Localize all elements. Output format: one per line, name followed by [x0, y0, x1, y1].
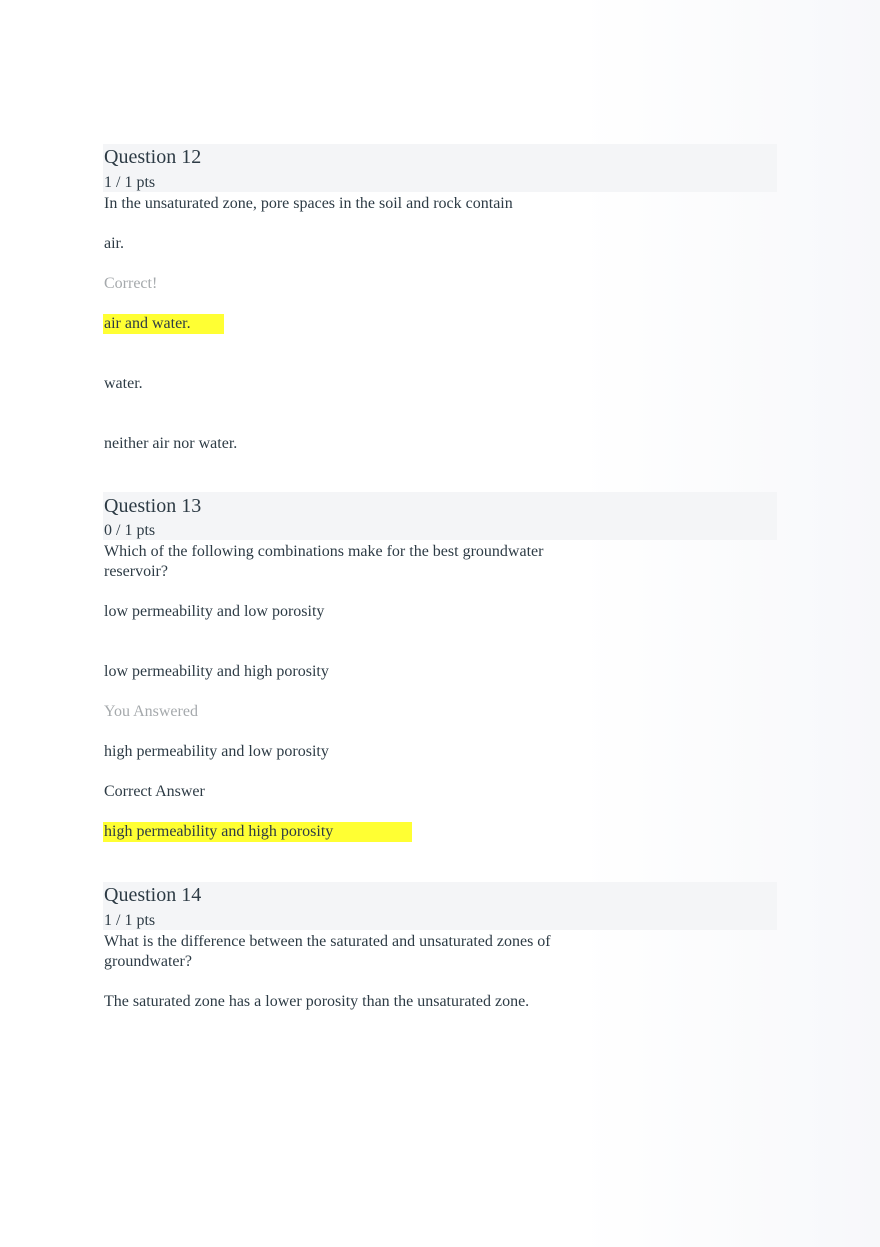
question-points: 0 / 1 pts [104, 522, 156, 539]
answer-option-correct: high permeability and high porosity [104, 823, 334, 840]
question-prompt-continued: reservoir? [104, 563, 168, 580]
question-prompt: What is the difference between the saturated and unsaturated zones of [104, 933, 551, 950]
question-points: 1 / 1 pts [104, 174, 156, 191]
answer-option: low permeability and high porosity [104, 663, 329, 680]
correct-marker: Correct! [104, 275, 158, 292]
question-title: Question 14 [104, 884, 202, 906]
answer-option: neither air nor water. [104, 435, 238, 452]
you-answered-marker: You Answered [104, 703, 198, 720]
question-title: Question 13 [104, 495, 202, 517]
question-title: Question 12 [104, 146, 202, 168]
correct-answer-label: Correct Answer [104, 783, 205, 800]
answer-option: air. [104, 235, 124, 252]
question-prompt: Which of the following combinations make for the best groundwater [104, 543, 544, 560]
answer-option: low permeability and low porosity [104, 603, 325, 620]
question-header [103, 144, 777, 192]
question-header [103, 492, 777, 540]
question-points: 1 / 1 pts [104, 912, 156, 929]
answer-option-correct: air and water. [104, 315, 191, 332]
question-prompt-continued: groundwater? [104, 953, 192, 970]
answer-option: The saturated zone has a lower porosity than the unsaturated zone. [104, 993, 530, 1010]
question-prompt: In the unsaturated zone, pore spaces in the soil and rock contain [104, 195, 513, 212]
question-header [103, 882, 777, 930]
answer-option-selected: high permeability and low porosity [104, 743, 329, 760]
answer-option: water. [104, 375, 143, 392]
